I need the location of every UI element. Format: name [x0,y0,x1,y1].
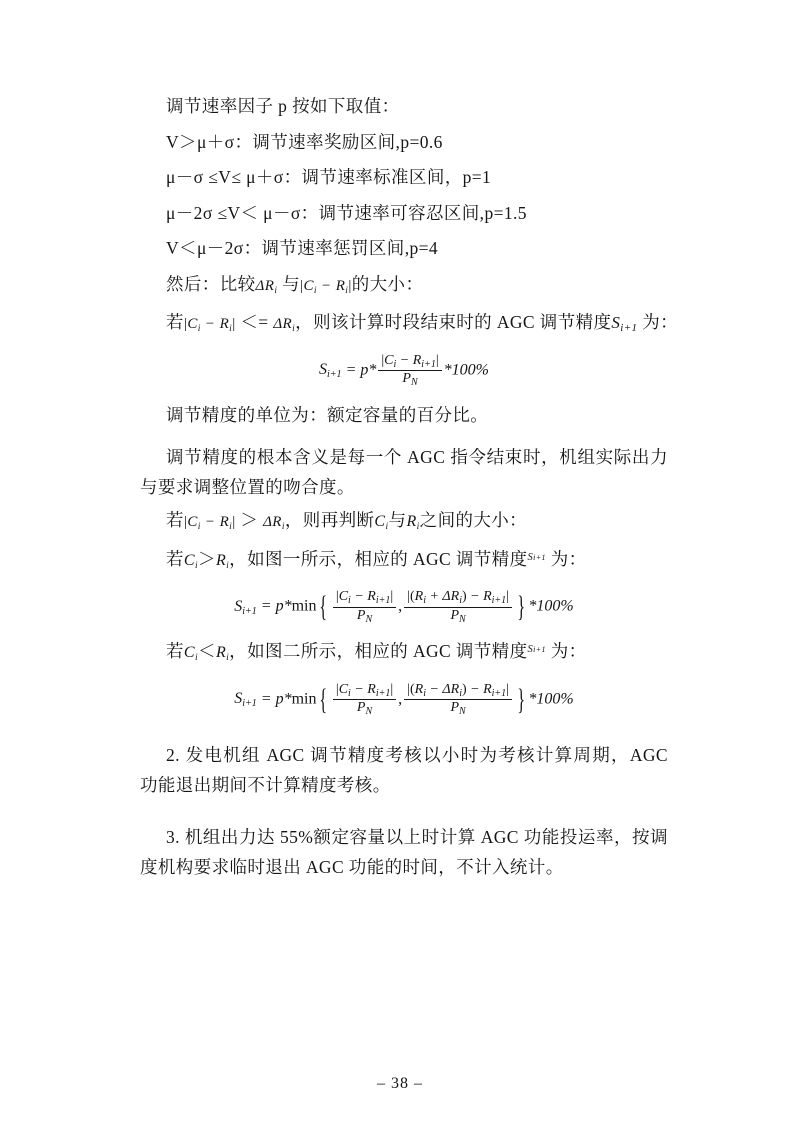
f2-brace-left: { [319,590,328,624]
f1-numerator: $|C_i - R_{i+1}|$ [378,353,441,372]
paragraph-meaning: 调节精度的根本含义是每一个 AGC 指令结束时，机组实际出力与要求调整位置的吻合度。 [140,447,668,498]
f3-numerator-1: $|C_i - R_{i+1}|$ [333,682,396,701]
text-line-condition-4 [140,643,668,664]
cond4-lt: ＜ [198,641,216,662]
f1-equals: = [345,361,357,379]
text-line-reward-interval: V＞μ＋σ：调节速率奖励区间,p=0.6 [166,131,443,152]
f3-fraction-1 [333,682,396,718]
cond3-symbol-s: Si+1 [527,551,546,563]
cond2-middle: ，则再判断 [284,510,375,531]
text-line-standard-interval: μ－σ ≤V≤ μ＋σ：调节速率标准区间，p=1 [166,167,492,187]
page-content [140,96,679,892]
f1-denominator: $P_N$ [402,371,418,388]
f2-tail: *100% [528,597,574,615]
cond2-expr: $|C_i - R_i|$ [183,514,236,533]
cond3-mid: ，如图一所示，相应的 AGC 调节精度 [229,548,528,569]
cond1-tail: 为： [642,312,679,332]
cond2-prefix: 若 [166,510,184,531]
cond4-tail: 为： [550,641,587,662]
cond3-symbol-c: $C_i$ [183,551,199,571]
paragraph-item-2: 2. 发电机组 AGC 调节精度考核以小时为考核计算周期，AGC 功能退出期间不计算精度考核。 [140,744,668,795]
compare-middle: 与 [282,273,301,294]
cond1-suffix: ，则该计算时段结束时的 AGC 调节精度 [295,312,612,332]
f3-comma: , [398,690,403,708]
f3-min: min [291,690,317,708]
f2-fraction-2 [404,589,512,625]
f2-p: p [275,597,284,615]
page-number: – 38 – [377,1075,423,1092]
text-line-condition-1 [140,312,679,335]
cond1-prefix: 若 [166,312,184,332]
f2-times: * [283,597,292,615]
f1-fraction [378,353,441,389]
f3-lhs: $S_{i+1}$ [234,690,257,710]
f2-brace-right: } [517,590,526,624]
f2-equals: = [260,597,272,615]
cond3-tail: 为： [550,548,587,569]
f3-times: * [283,690,292,708]
f2-comma: , [398,597,403,615]
cond1-symbol-s: $S_{i+1}$ [611,313,638,334]
text-line-unit: 调节精度的单位为：额定容量的百分比。 [166,404,489,425]
cond3-prefix: 若 [166,548,184,569]
cond4-symbol-c: $C_i$ [183,644,199,664]
cond4-symbol-r: $R_i$ [215,644,230,664]
f2-numerator-2: $|(R_i + \Delta R_i) - R_{i+1}|$ [404,589,512,608]
f3-fraction-2 [404,682,512,718]
f1-tail: *100% [443,361,489,379]
formula-accuracy-2 [140,589,668,625]
f3-brace-right: } [517,682,526,716]
text-line-condition-2 [140,512,668,533]
f3-brace-left: { [319,682,328,716]
text-line-tolerable-interval: μ－2σ ≤V＜ μ－σ：调节速率可容忍区间,p=1.5 [166,202,527,223]
f2-lhs: $S_{i+1}$ [234,597,257,617]
f2-denominator-1: $P_N$ [356,607,373,625]
cond1-operator: ＜= [240,312,269,332]
cond3-symbol-r: $R_i$ [215,551,230,571]
compare-suffix: 的大小： [351,273,424,294]
cond1-rhs: $\Delta R_i$ [273,316,296,334]
f2-denominator-2: $P_N$ [450,607,466,625]
paragraph-item-3: 3. 机组出力达 55%额定容量以上时计算 AGC 功能投运率，按调度机构要求临时退出 AGC 功能的时间，不计入统计。 [140,826,668,877]
f3-denominator-2: $P_N$ [450,700,466,718]
cond4-prefix: 若 [166,641,184,662]
f1-lhs: $S_{i+1}$ [319,361,342,381]
cond2-suffix: 之间的大小： [419,510,528,531]
cond4-symbol-s: Si+1 [527,644,546,656]
cond2-symbol-c: $C_i$ [374,513,389,533]
f3-equals: = [260,690,272,708]
cond3-gt: ＞ [198,548,216,569]
f2-fraction-1 [333,589,396,625]
cond2-symbol-r: $R_i$ [406,513,420,533]
text-line-penalty-interval: V＜μ－2σ：调节速率惩罚区间,p=4 [166,238,439,258]
f3-numerator-2: $|(R_i - \Delta R_i) - R_{i+1}|$ [404,682,512,701]
f3-tail: *100% [528,690,574,708]
f1-p: p [360,361,369,379]
f2-min: min [291,597,317,615]
compare-word: 比较 [219,273,256,294]
text-line-factor-intro: 调节速率因子 p 按如下取值： [166,96,400,116]
cond2-operator: ＞ [240,510,259,531]
f3-p: p [275,690,284,708]
cond2-rhs: $\Delta R_i$ [263,514,285,533]
compare-symbol-abs: $|C_i - R_i|$ [300,277,352,296]
f1-times: * [368,361,377,379]
cond1-expr: $|C_i - R_i|$ [183,316,236,334]
text-line-compare [140,273,668,297]
compare-prefix: 然后： [166,273,220,294]
compare-symbol-delta-r: $\Delta R_i$ [255,277,278,296]
formula-accuracy-1 [140,353,668,389]
f2-numerator-1: $|C_i - R_{i+1}|$ [333,589,396,608]
f3-denominator-1: $P_N$ [356,700,373,718]
formula-accuracy-3 [140,682,668,718]
cond4-mid: ，如图二所示，相应的 AGC 调节精度 [229,641,528,662]
cond2-and: 与 [388,510,407,531]
text-line-condition-3 [140,548,668,572]
